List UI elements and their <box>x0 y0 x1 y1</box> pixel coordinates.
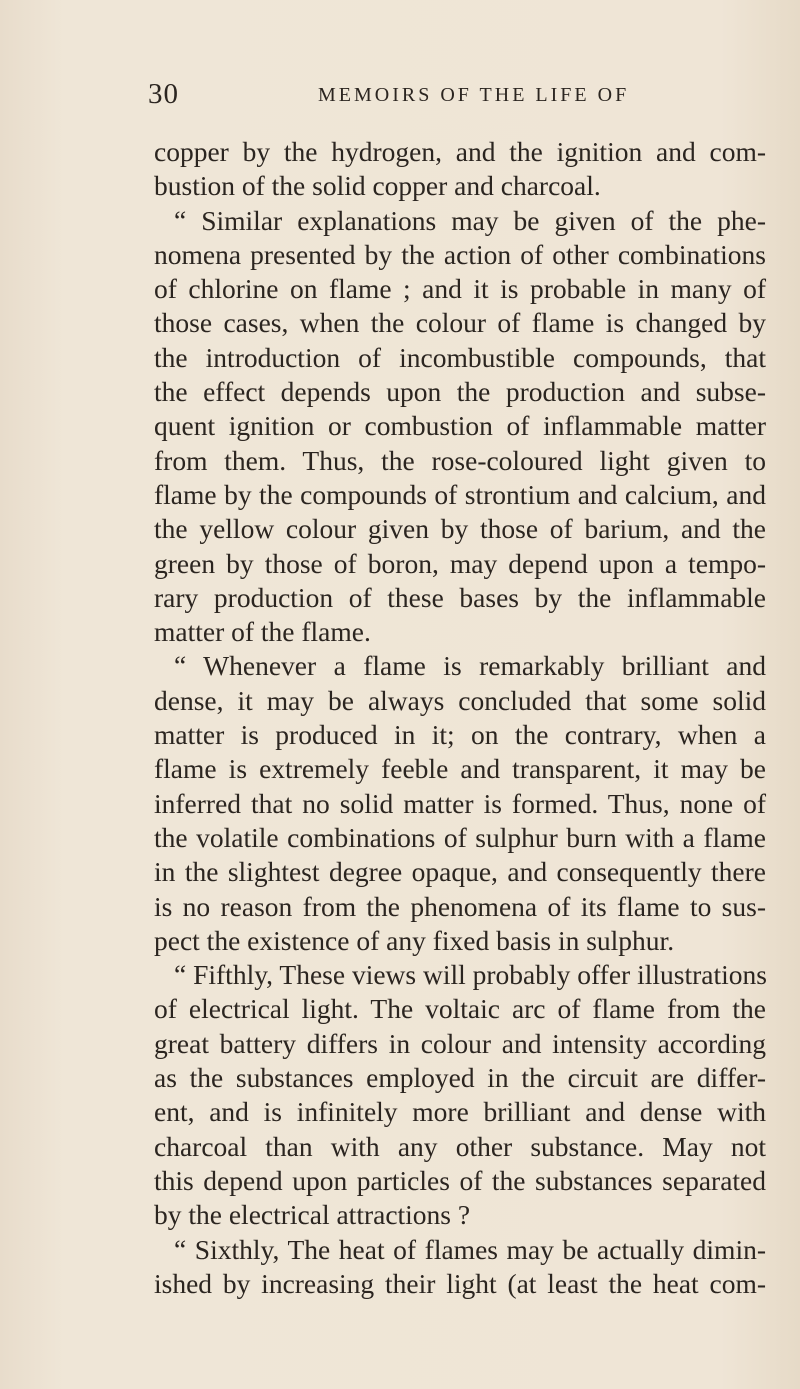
text-line: pect the existence of any fixed basis in sulphur. <box>154 924 675 956</box>
text-line: is no reason from the phenomena of its flame to sus- <box>154 890 766 922</box>
text-line: great battery differs in colour and intensity according <box>154 1027 766 1059</box>
text-line: the effect depends upon the production and subse- <box>154 376 766 408</box>
text-line: in the slightest degree opaque, and consequently there <box>154 856 766 888</box>
text-line: by the electrical attractions ? <box>154 1199 471 1231</box>
text-line: dense, it may be always concluded that some solid <box>154 684 766 716</box>
text-line: copper by the hydrogen, and the ignition and com- <box>154 136 766 167</box>
text-line: as the substances employed in the circuit are differ- <box>154 1062 766 1094</box>
text-line: bustion of the solid copper and charcoal. <box>154 170 601 202</box>
text-line: rary production of these bases by the inflammable <box>154 581 766 613</box>
text-line: the volatile combinations of sulphur burn with a flame <box>154 821 766 853</box>
page-header <box>148 78 748 118</box>
page-number: 30 <box>148 78 179 110</box>
text-line: matter of the flame. <box>154 616 371 648</box>
text-line: green by those of boron, may depend upon a tempo- <box>154 547 766 579</box>
text-line: flame is extremely feeble and transparent, it may be <box>154 753 766 785</box>
text-line: of electrical light. The voltaic arc of flame from the <box>154 993 766 1025</box>
text-line: ished by increasing their light (at least the heat com- <box>154 1267 766 1299</box>
text-line: nomena presented by the action of other combinations <box>154 238 766 270</box>
text-line: ent, and is infinitely more brilliant and dense with <box>154 1096 766 1128</box>
text-line: the yellow colour given by those of barium, and the <box>154 513 766 545</box>
text-line: “ Similar explanations may be given of the phe- <box>174 204 766 236</box>
text-line: “ Sixthly, The heat of flames may be actually dimin- <box>174 1233 766 1265</box>
text-line: this depend upon particles of the substances separated <box>154 1164 766 1196</box>
text-line: flame by the compounds of strontium and calcium, and <box>154 478 766 510</box>
text-line: quent ignition or combustion of inflammable matter <box>154 410 766 442</box>
text-line: matter is produced in it; on the contrary, when a <box>154 719 766 751</box>
text-line: from them. Thus, the rose-coloured light given to <box>154 444 766 476</box>
text-line: those cases, when the colour of flame is changed by <box>154 307 766 339</box>
text-line: of chlorine on flame ; and it is probable in many of <box>154 273 766 305</box>
body-text <box>154 135 766 1301</box>
text-line: charcoal than with any other substance. May not <box>154 1130 766 1162</box>
text-line: “ Whenever a flame is remarkably brilliant and <box>174 650 766 682</box>
text-line: the introduction of incombustible compounds, that <box>154 341 766 373</box>
running-head: MEMOIRS OF THE LIFE OF <box>318 84 630 106</box>
text-line: “ Fifthly, These views will probably offer illustrations <box>174 959 767 991</box>
text-line: inferred that no solid matter is formed. Thus, none of <box>154 787 766 819</box>
